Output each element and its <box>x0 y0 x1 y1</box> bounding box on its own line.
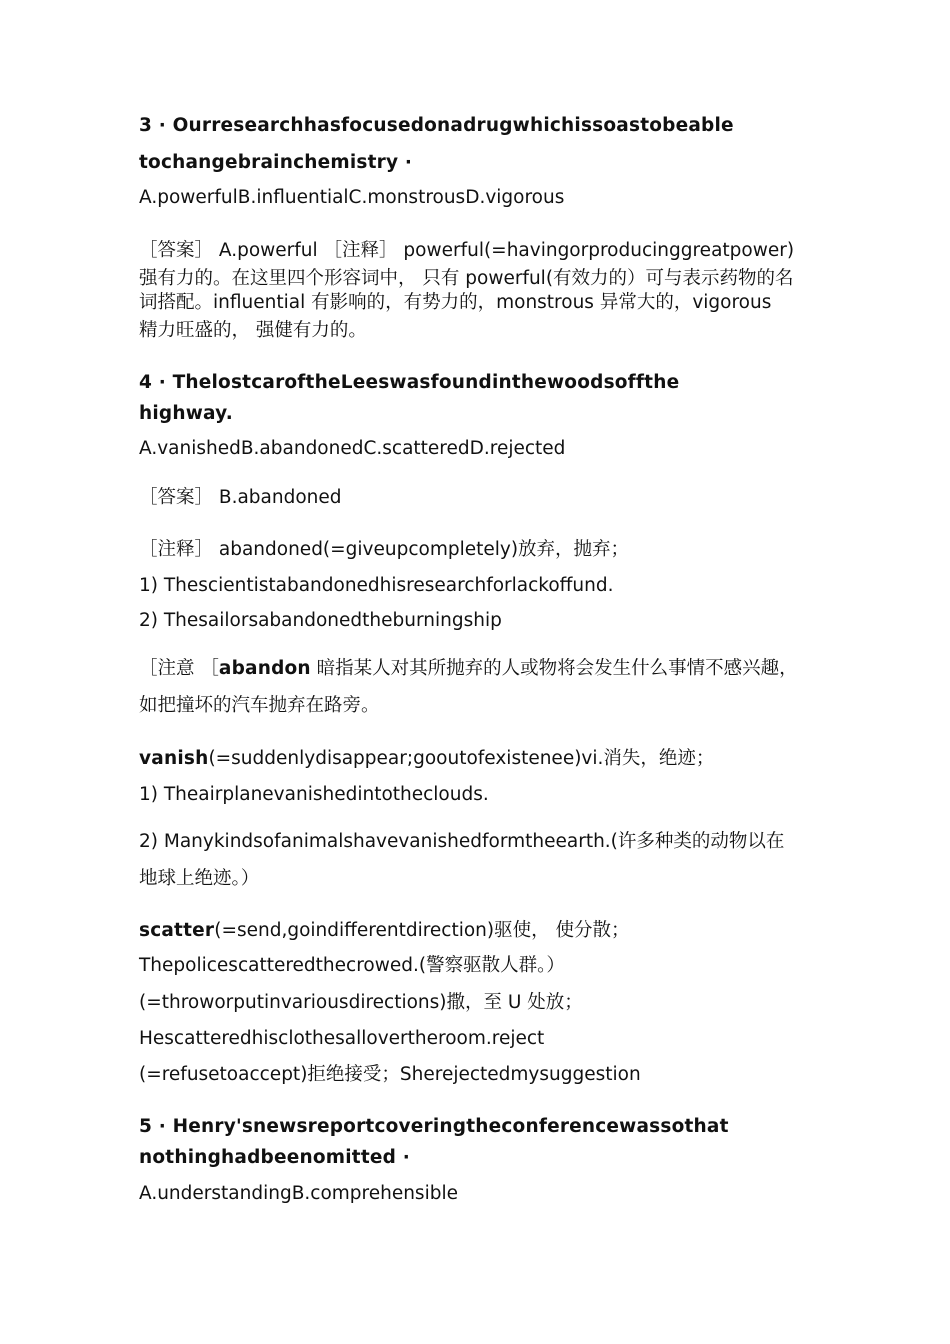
scatter-example-2: Hescatteredhisclothesallovertheroom.reject <box>139 1028 545 1049</box>
q5-stem-line2: nothinghadbeenomitted · <box>139 1147 410 1168</box>
q5-stem-line1: 5 · Henry'snewsreportcoveringtheconferencewassothat <box>139 1116 729 1137</box>
vanish-definition <box>139 747 714 771</box>
q4-answer: ［答案］ B.abandoned <box>139 487 342 508</box>
q4-stem-line2: highway. <box>139 403 233 424</box>
q5-options: A.understandingB.comprehensible <box>139 1183 458 1204</box>
vanish-example-2-line2: 地球上绝迹。） <box>139 868 260 889</box>
q3-stem-line2: tochangebrainchemistry · <box>139 152 413 173</box>
vanish-example-1: 1) Theairplanevanishedintotheclouds. <box>139 784 489 805</box>
scatter-definition <box>139 919 630 943</box>
attention-rest: 暗指某人对其所抛弃的人或物将会发生什么事情不感兴趣， <box>310 658 798 679</box>
q4-example-2: 2) Thesailorsabandonedtheburningship <box>139 610 502 631</box>
q4-note-intro: ［注释］ abandoned(=giveupcompletely)放弃，抛弃； <box>139 539 630 560</box>
attention-prefix: ［注意 ［ <box>139 658 219 679</box>
q4-stem-line1: 4 · ThelostcaroftheLeeswasfoundinthewoodsoffthe <box>139 372 680 393</box>
scatter-definition-2: (=throworputinvariousdirections)撒，至 U 处放； <box>139 992 583 1013</box>
q3-options: A.powerfulB.influentialC.monstrousD.vigorous <box>139 187 565 208</box>
scatter-def: (=send,goindifferentdirection)驱使， 使分散； <box>214 920 630 941</box>
scatter-example-1: Thepolicescatteredthecrowed.(警察驱散人群。） <box>139 955 565 976</box>
vanish-def: (=suddenlydisappear;gooutofexistenee)vi.消失，绝迹； <box>208 748 715 769</box>
q4-options: A.vanishedB.abandonedC.scatteredD.rejected <box>139 438 566 459</box>
q3-note-line4: 精力旺盛的， 强健有力的。 <box>139 320 367 341</box>
vanish-word: vanish <box>139 748 209 769</box>
reject-definition: (=refusetoaccept)拒绝接受；Sherejectedmysuggestion <box>139 1064 641 1085</box>
q4-attention-line2: 如把撞坏的汽车抛弃在路旁。 <box>139 695 380 716</box>
vanish-example-2-line1: 2) Manykindsofanimalshavevanishedformtheearth.(许多种类的动物以在 <box>139 831 785 852</box>
q3-note-line3: 词搭配。influential 有影响的，有势力的，monstrous 异常大的，vigorous <box>139 292 772 313</box>
q4-example-1: 1) Thescientistabandonedhisresearchforlackoffund. <box>139 575 614 596</box>
attention-word: abandon <box>218 658 311 679</box>
q3-note-line1: ［答案］ A.powerful ［注释］ powerful(=havingorproducinggreatpower) <box>139 240 795 261</box>
q4-attention-line1 <box>139 657 798 681</box>
q3-stem-line1: 3 · Ourresearchhasfocusedonadrugwhichissoastobeable <box>139 115 734 136</box>
q3-note-line2: 强有力的。在这里四个形容词中， 只有 powerful(有效力的）可与表示药物的名 <box>139 268 794 289</box>
scatter-word: scatter <box>139 920 215 941</box>
